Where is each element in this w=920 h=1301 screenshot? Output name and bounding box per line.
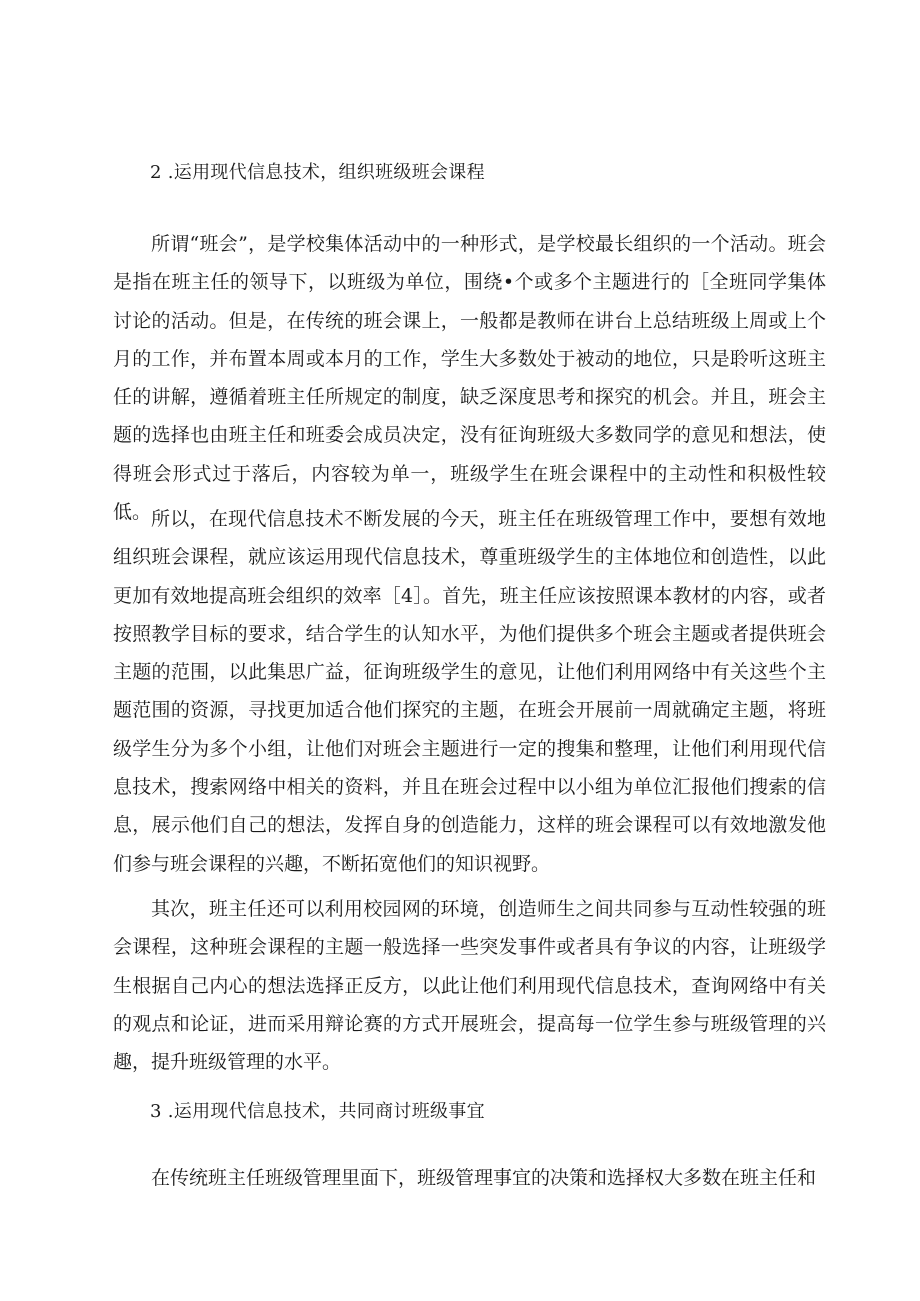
- section-2-heading: 2 .运用现代信息技术，组织班级班会课程: [150, 162, 485, 183]
- paragraph-class-affairs: 在传统班主任班级管理里面下，班级管理事宜的决策和选择权大多数在班主任和: [151, 1167, 817, 1189]
- paragraph-campus-network: 其次，班主任还可以利用校园网的环境，创造师生之间共同参与互动性较强的班会课程，这种班会课程的主题一般选择一些突发事件或者具有争议的内容，让班级学生根据自己内心的想法选择正反方，以此让他们利用现代信息技术，查询网络中有关的观点和论证，进而采用辩论赛的方式开展班会，提高每一位学生参与班级管理的兴趣，提升班级管理的水平。: [113, 898, 826, 1074]
- paragraph-organize-class-meeting: 所以，在现代信息技术不断发展的今天，班主任在班级管理工作中，要想有效地组织班会课程，就应该运用现代信息技术，尊重班级学生的主体地位和创造性，以此更加有效地提高班会组织的效率［4］。首先，班主任应该按照课本教材的内容，或者按照教学目标的要求，结合学生的认知水平，为他们提供多个班会主题或者提供班会主题的范围，以此集思广益，征询班级学生的意见，让他们利用网络中有关这些个主题范围的资源，寻找更加适合他们探究的主题，在班会开展前一周就确定主题，将班级学生分为多个小组，让他们对班会主题进行一定的搜集和整理，让他们利用现代信息技术，搜索网络中相关的资料，并且在班会过程中以小组为单位汇报他们搜索的信息，展示他们自己的想法，发挥自身的创造能力，这样的班会课程可以有效地激发他们参与班会课程的兴趣，不断拓宽他们的知识视野。: [113, 508, 826, 875]
- paragraph-class-meeting-definition: 所谓“班会”，是学校集体活动中的一种形式，是学校最长组织的一个活动。班会是指在班主任的领导下，以班级为单位，围绕•个或多个主题进行的［全班同学集体讨论的活动。但是，在传统的班会课上，一般都是教师在讲台上总结班级上周或上个月的工作，并布置本周或本月的工作，学生大多数处于被动的地位，只是聆听这班主任的讲解，遵循着班主任所规定的制度，缺乏深度思考和探究的机会。并且，班会主题的选择也由班主任和班委会成员决定，没有征询班级大多数同学的意见和想法，使得班会形式过于落后，内容较为单一，班级学生在班会课程中的主动性和积极性较低。: [113, 233, 826, 524]
- section-3-heading: 3 .运用现代信息技术，共同商讨班级事宜: [150, 1101, 485, 1122]
